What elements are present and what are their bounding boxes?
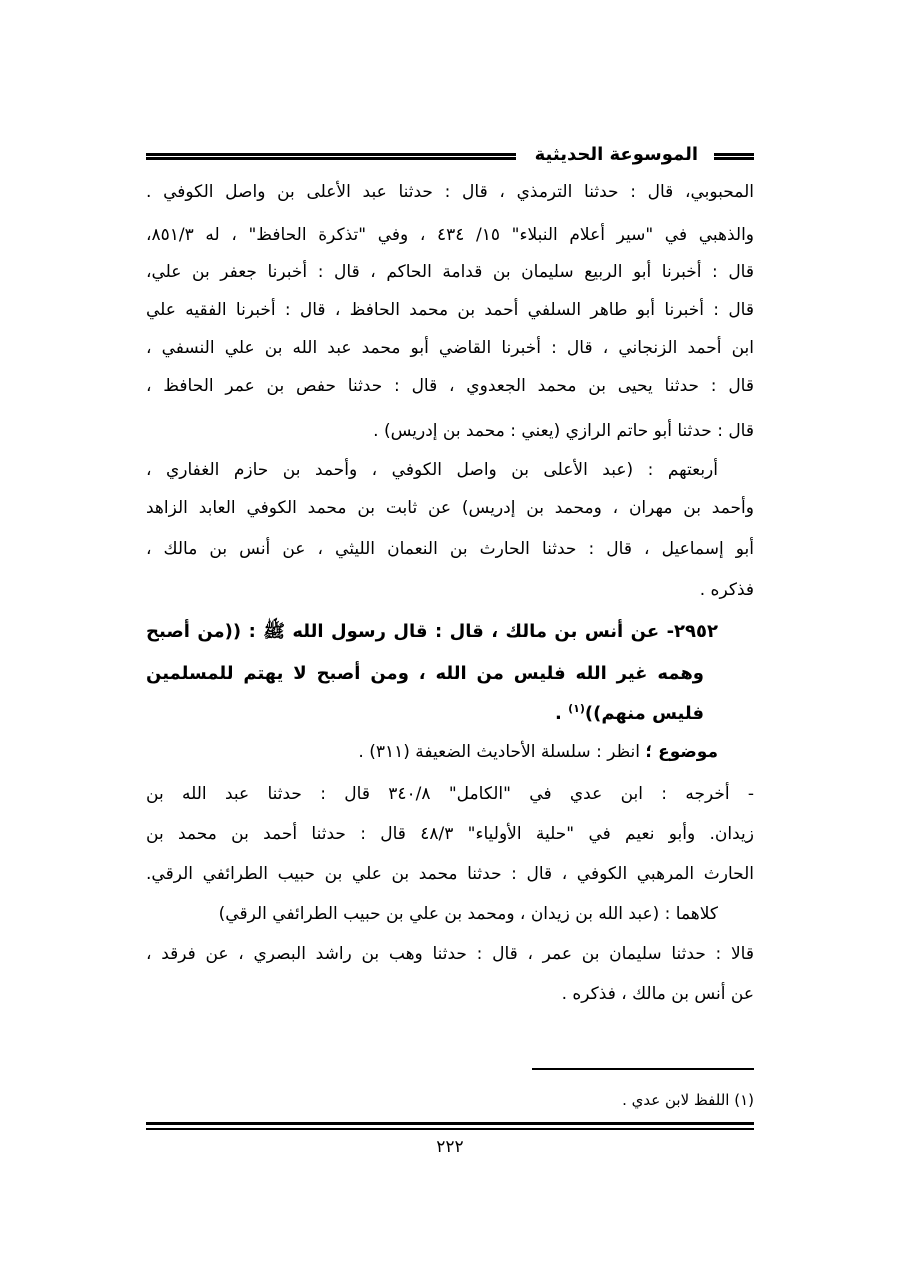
grading-text: انظر : سلسلة الأحاديث الضعيفة (٣١١) . xyxy=(358,742,646,762)
header-rule-right xyxy=(714,153,754,160)
body-line: قال : حدثنا أبو حاتم الرازي (يعني : محمد بن إدريس) . xyxy=(373,421,754,441)
footnote-separator xyxy=(532,1068,754,1070)
body-line: أبو إسماعيل ، قال : حدثنا الحارث بن النعمان الليثي ، عن أنس بن مالك ، xyxy=(146,539,754,559)
hadith-text-line: وهمه غير الله فليس من الله ، ومن أصبح لا يهتم للمسلمين xyxy=(146,663,704,684)
running-header xyxy=(146,140,754,170)
body-line: قال : أخبرنا أبو الربيع سليمان بن قدامة الحاكم ، قال : أخبرنا جعفر بن علي، xyxy=(146,262,754,282)
takhrij-line: - أخرجه : ابن عدي في "الكامل" ٣٤٠/٨ قال : حدثنا عبد الله بن xyxy=(146,784,755,804)
body-line: قال : أخبرنا أبو طاهر السلفي أحمد بن محمد الحافظ ، قال : أخبرنا الفقيه علي xyxy=(146,300,754,320)
body-line: أربعتهم : (عبد الأعلى بن واصل الكوفي ، وأحمد بن حازم الغفاري ، xyxy=(146,460,718,480)
footer-rule xyxy=(146,1122,754,1130)
takhrij-line: الحارث المرهبي الكوفي ، قال : حدثنا محمد بن علي بن حبيب الطرائفي الرقي. xyxy=(146,864,754,884)
hadith-text-fragment: فليس منهم)) xyxy=(584,703,704,724)
body-line: والذهبي في "سير أعلام النبلاء" ١٥/ ٤٣٤ ، وفي "تذكرة الحافظ" ، له ٨٥١/٣، xyxy=(146,225,755,245)
body-line: قال : حدثنا يحيى بن محمد الجعدوي ، قال : حدثنا حفص بن عمر الحافظ ، xyxy=(146,376,754,396)
document-page xyxy=(146,140,754,1160)
body-line: ابن أحمد الزنجاني ، قال : أخبرنا القاضي أبو محمد عبد الله بن علي النسفي ، xyxy=(146,338,754,358)
takhrij-line: زيدان. وأبو نعيم في "حلية الأولياء" ٤٨/٣ قال : حدثنا أحمد بن محمد بن xyxy=(146,824,754,844)
takhrij-line: عن أنس بن مالك ، فذكره . xyxy=(561,984,754,1004)
page-number: ٢٢٢ xyxy=(436,1137,464,1157)
header-rule-left xyxy=(146,153,516,160)
grading-line xyxy=(146,738,754,766)
footnote-text: (١) اللفظ لابن عدي . xyxy=(622,1091,754,1109)
takhrij-line: قالا : حدثنا سليمان بن عمر ، قال : حدثنا وهب بن راشد البصري ، عن فرقد ، xyxy=(146,944,754,964)
body-line: وأحمد بن مهران ، ومحمد بن إدريس) عن ثابت بن محمد الكوفي العابد الزاهد xyxy=(146,498,754,518)
hadith-text-period: . xyxy=(554,703,569,724)
book-title: الموسوعة الحديثية xyxy=(534,144,698,165)
hadith-text-line: ٢٩٥٢- عن أنس بن مالك ، قال : قال رسول الله ﷺ : ((من أصبح xyxy=(146,621,718,642)
hadith-text-line-end xyxy=(146,700,754,728)
footnote-ref: (١) xyxy=(568,702,585,715)
body-line: فذكره . xyxy=(699,580,754,600)
grading-label: موضوع ؛ xyxy=(645,742,718,762)
takhrij-line: كلاهما : (عبد الله بن زيدان ، ومحمد بن علي بن حبيب الطرائفي الرقي) xyxy=(218,904,718,924)
body-line: المحبوبي، قال : حدثنا الترمذي ، قال : حدثنا عبد الأعلى بن واصل الكوفي . xyxy=(146,182,754,202)
